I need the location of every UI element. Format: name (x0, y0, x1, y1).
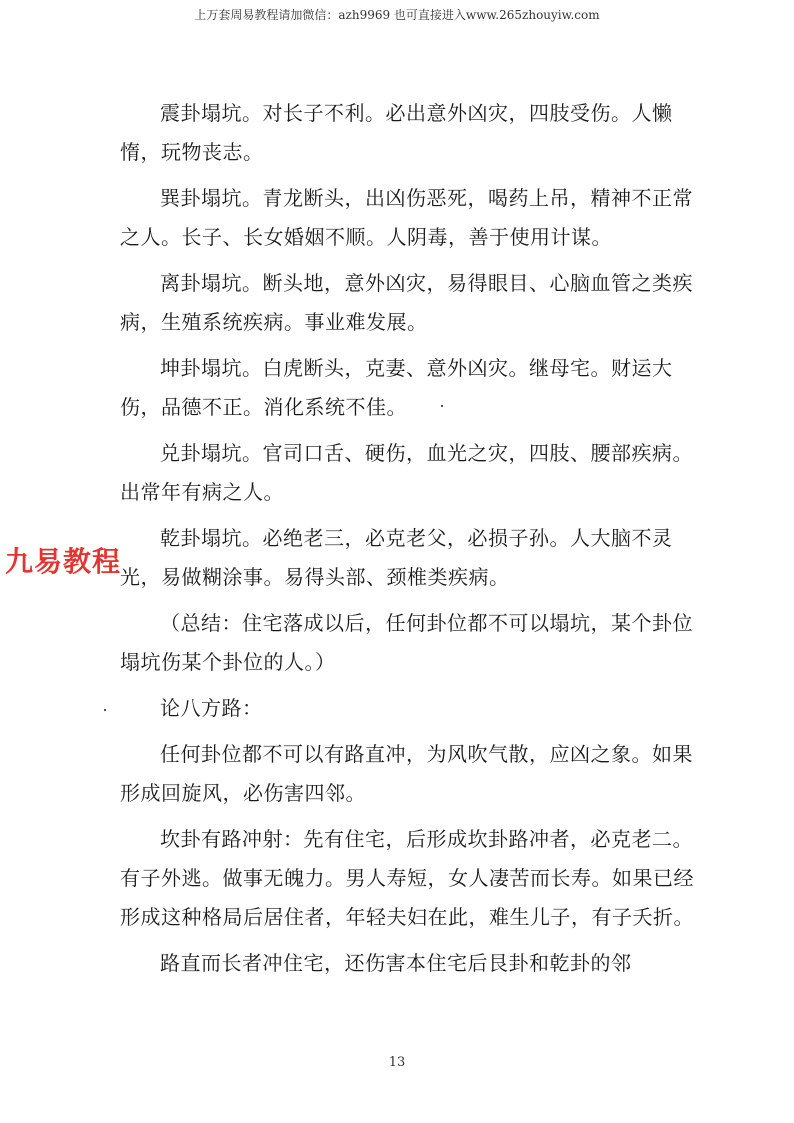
summary-paragraph: （总结：住宅落成以后，任何卦位都不可以塌坑，某个卦位塌坑伤某个卦位的人。） (120, 611, 693, 674)
paragraph: 震卦塌坑。对长子不利。必出意外凶灾，四肢受伤。人懒惰，玩物丧志。 (120, 101, 673, 164)
paragraph: 兑卦塌坑。官司口舌、硬伤，血光之灾，四肢、腰部疾病。出常年有病之人。 (120, 441, 693, 504)
scan-speck (104, 709, 106, 711)
watermark-logo: 九易教程 (5, 545, 122, 578)
page-number: 13 (388, 1055, 406, 1070)
paragraph: 离卦塌坑。断头地，意外凶灾，易得眼目、心脑血管之类疾病，生殖系统疾病。事业难发展。 (120, 271, 693, 334)
paragraph: 乾卦塌坑。必绝老三，必克老父，必损子孙。人大脑不灵光，易做糊涂事。易得头部、颈椎类疾病。 (120, 526, 673, 589)
paragraph: 坎卦有路冲射：先有住宅，后形成坎卦路冲者，必克老二。有子外逃。做事无魄力。男人寿短，女人凄苦而长寿。如果已经形成这种格局后居住者，年轻夫妇在此，难生儿子，有子夭折。 (120, 827, 694, 929)
document-body (120, 94, 695, 990)
scan-speck (441, 405, 443, 407)
page-header: 上万套周易教程请加微信：azh9969 也可直接进入www.265zhouyiw.com (194, 8, 600, 22)
paragraph: 巽卦塌坑。青龙断头，出凶伤恶死，喝药上吊，精神不正常之人。长子、长女婚姻不顺。人阴毒，善于使用计谋。 (120, 186, 693, 249)
paragraph: 坤卦塌坑。白虎断头，克妻、意外凶灾。继母宅。财运大伤，品德不正。消化系统不佳。 (120, 356, 673, 419)
section-heading: 论八方路： (160, 696, 263, 720)
paragraph: 路直而长者冲住宅，还伤害本住宅后艮卦和乾卦的邻 (160, 951, 632, 975)
paragraph: 任何卦位都不可以有路直冲，为风吹气散，应凶之象。如果形成回旋风，必伤害四邻。 (120, 742, 693, 805)
